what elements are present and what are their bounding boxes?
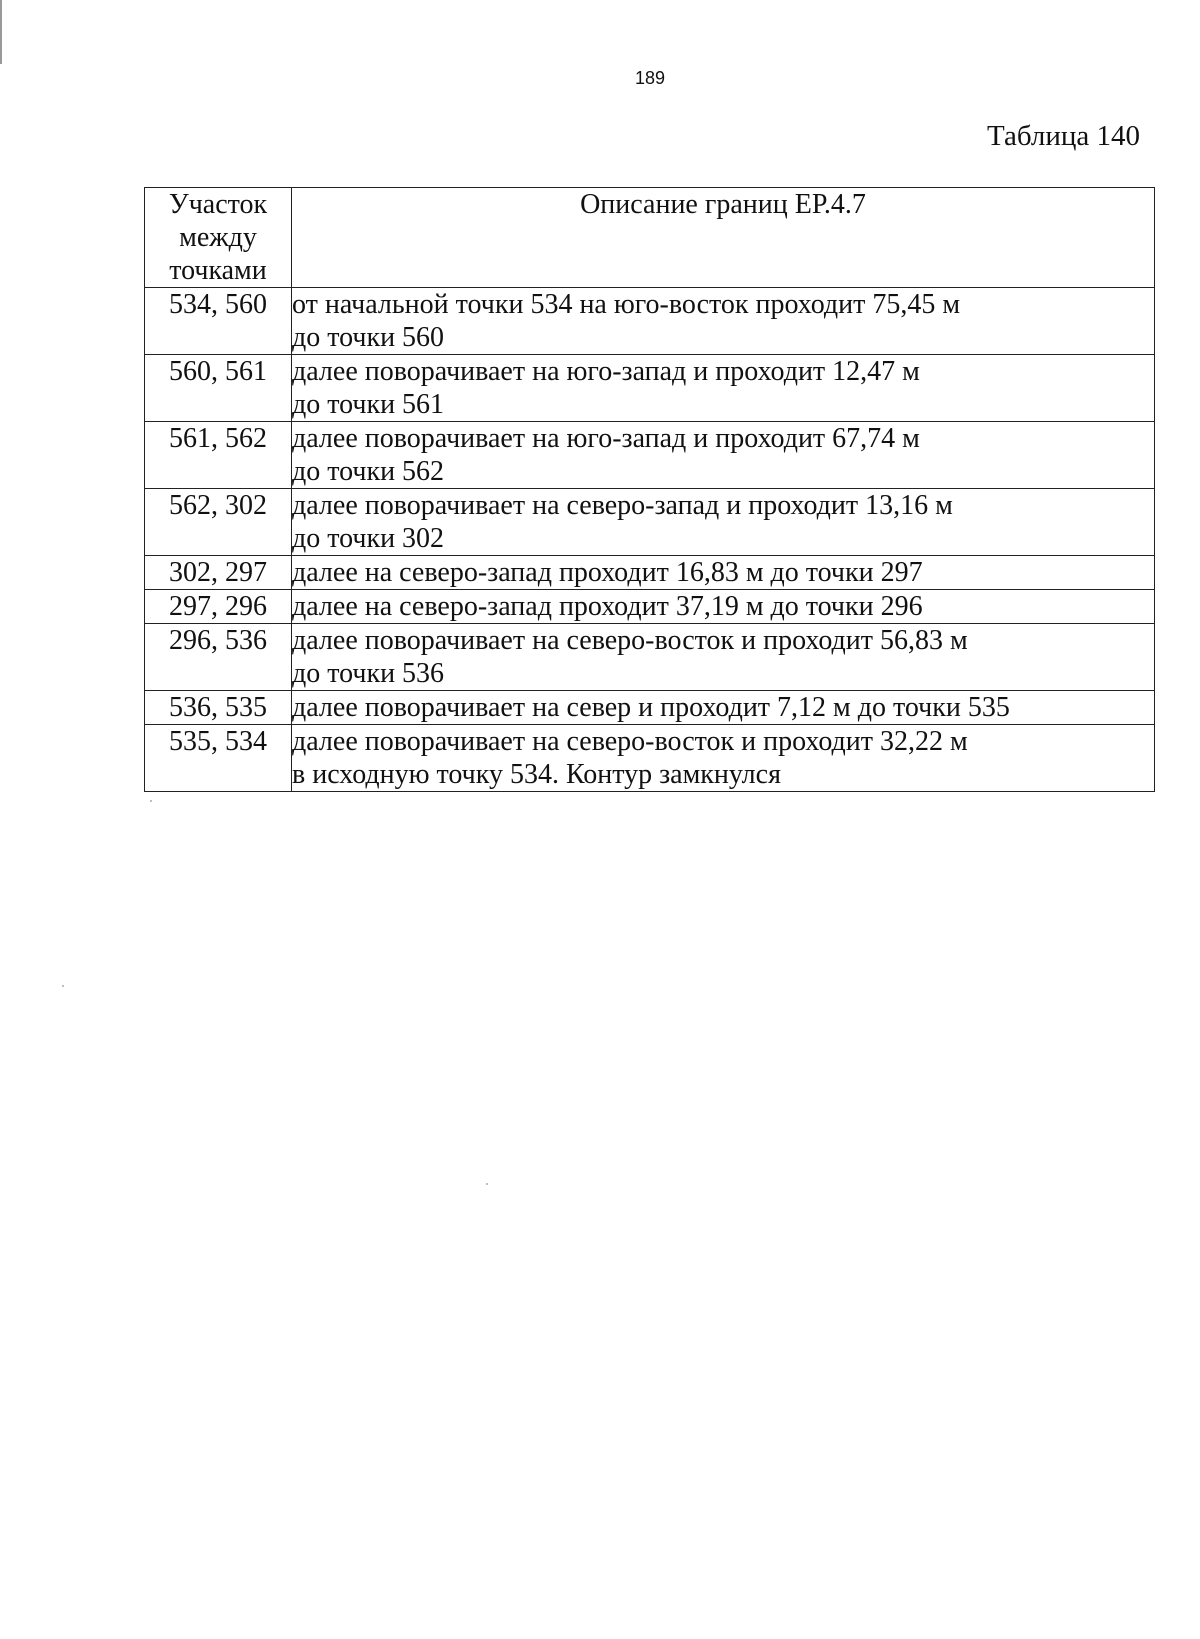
description-line: до точки 560 xyxy=(292,322,445,353)
description-line: далее поворачивает на северо-восток и проходит 32,22 м xyxy=(292,726,968,757)
page-number: 189 xyxy=(634,68,666,88)
description-line: от начальной точки 534 на юго-восток проходит 75,45 м xyxy=(292,289,961,320)
description-line: далее на северо-запад проходит 37,19 м до точки 296 xyxy=(292,591,923,622)
header-row xyxy=(145,188,1155,288)
description-cell xyxy=(292,355,1155,422)
description-cell xyxy=(292,590,1155,624)
description-cell xyxy=(292,288,1155,355)
header-segment-line: между xyxy=(179,222,257,253)
description-line: далее поворачивает на юго-запад и проходит 12,47 м xyxy=(292,356,920,387)
description-cell xyxy=(292,725,1155,792)
description-line: далее на северо-запад проходит 16,83 м до точки 297 xyxy=(292,557,923,588)
header-segment-cell xyxy=(145,188,292,288)
table-row xyxy=(145,725,1155,792)
description-line: до точки 561 xyxy=(292,389,445,420)
table-row xyxy=(145,422,1155,489)
table-header xyxy=(145,188,1155,288)
description-line: до точки 536 xyxy=(292,658,445,689)
table-row xyxy=(145,556,1155,590)
description-line: далее поворачивает на северо-запад и проходит 13,16 м xyxy=(292,490,953,521)
segment-cell: 560, 561 xyxy=(145,355,292,422)
description-line: далее поворачивает на север и проходит 7,12 м до точки 535 xyxy=(292,692,1010,723)
table-row xyxy=(145,624,1155,691)
table-row xyxy=(145,355,1155,422)
segment-cell: 302, 297 xyxy=(145,556,292,590)
table-row xyxy=(145,590,1155,624)
table-caption: Таблица 140 xyxy=(986,120,1140,152)
scan-speck xyxy=(486,1183,488,1185)
scan-speck xyxy=(150,800,152,802)
description-line: далее поворачивает на северо-восток и проходит 56,83 м xyxy=(292,625,968,656)
table-row xyxy=(145,489,1155,556)
scan-speck xyxy=(62,985,64,987)
segment-cell: 536, 535 xyxy=(145,691,292,725)
segment-cell: 297, 296 xyxy=(145,590,292,624)
description-cell xyxy=(292,624,1155,691)
segment-cell: 296, 536 xyxy=(145,624,292,691)
description-line: до точки 562 xyxy=(292,456,445,487)
description-cell xyxy=(292,489,1155,556)
table-row xyxy=(145,691,1155,725)
description-line: в исходную точку 534. Контур замкнулся xyxy=(292,759,781,790)
description-cell xyxy=(292,691,1155,725)
segment-cell: 561, 562 xyxy=(145,422,292,489)
scan-edge-mark xyxy=(0,0,2,64)
description-line: до точки 302 xyxy=(292,523,445,554)
table-body xyxy=(145,288,1155,792)
boundary-description-table xyxy=(144,187,1155,792)
header-description-cell: Описание границ ЕР.4.7 xyxy=(292,188,1155,288)
header-segment-line: Участок xyxy=(168,189,268,220)
table-row xyxy=(145,288,1155,355)
header-segment-line: точками xyxy=(169,255,267,286)
segment-cell: 534, 560 xyxy=(145,288,292,355)
description-line: далее поворачивает на юго-запад и проходит 67,74 м xyxy=(292,423,920,454)
segment-cell: 562, 302 xyxy=(145,489,292,556)
description-cell xyxy=(292,422,1155,489)
description-cell xyxy=(292,556,1155,590)
segment-cell: 535, 534 xyxy=(145,725,292,792)
